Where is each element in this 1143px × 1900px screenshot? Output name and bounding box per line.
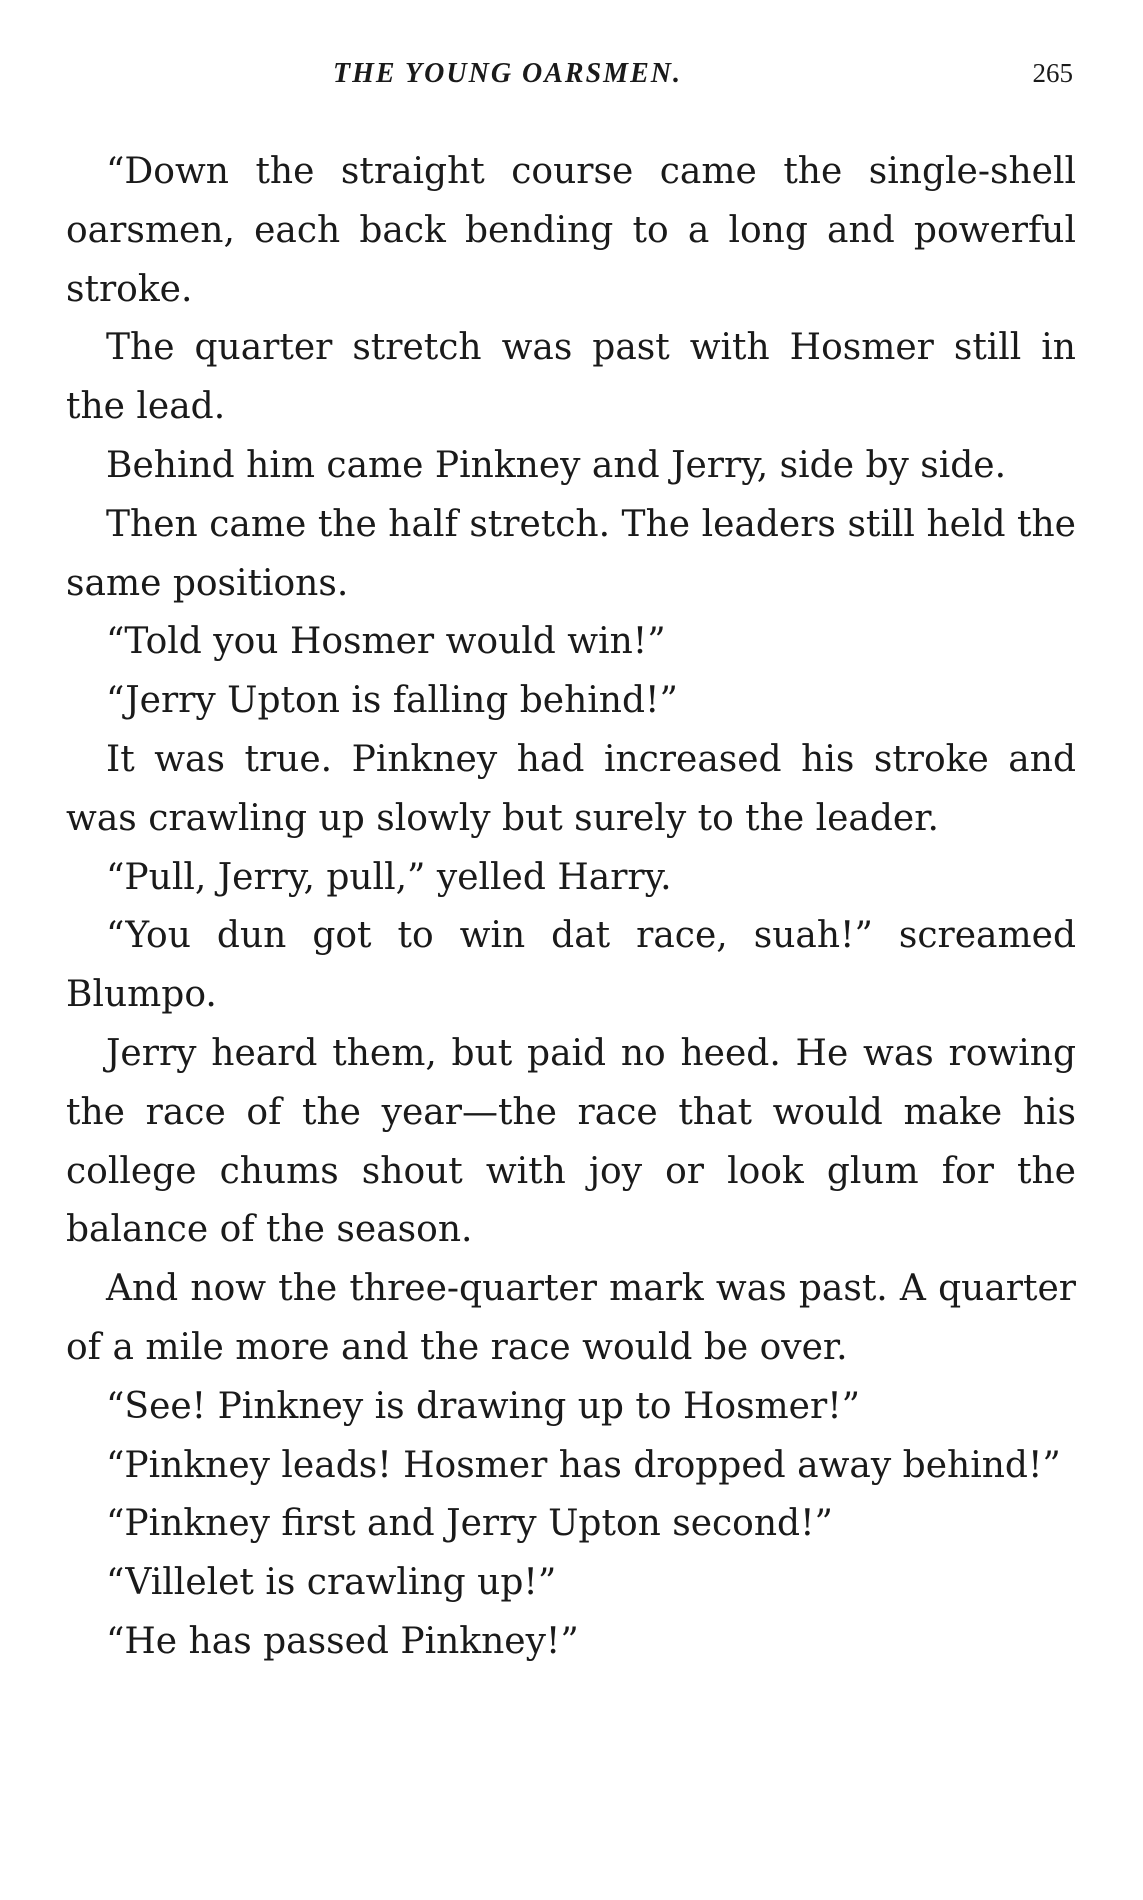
paragraph-11: And now the three-quarter mark was past. A quarter of a mile more and the race would be over. bbox=[66, 1268, 1076, 1368]
paragraph-4: Then came the half stretch. The leaders still held the same positions. bbox=[66, 503, 1076, 604]
paragraph-7: It was true. Pinkney had increased his stroke and was crawling up slowly but surely to the leader. bbox=[66, 738, 1076, 839]
paragraph-10: Jerry heard them, but paid no heed. He was rowing the race of the year—the race that would make his college chums shout with joy or look glum for the balance of the season. bbox=[66, 1032, 1076, 1251]
paragraph-6: “Jerry Upton is falling behind!” bbox=[106, 680, 678, 722]
paragraph-9: “You dun got to win dat race, suah!” screamed Blumpo. bbox=[66, 915, 1076, 1016]
paragraph-14: “Pinkney first and Jerry Upton second!” bbox=[106, 1503, 833, 1545]
paragraph-12: “See! Pinkney is drawing up to Hosmer!” bbox=[106, 1385, 861, 1427]
paragraph-15: “Villelet is crawling up!” bbox=[106, 1562, 557, 1604]
paragraph-1: “Down the straight course came the single-shell oarsmen, each back bending to a long and powerful stroke. bbox=[66, 151, 1076, 310]
page-number: 265 bbox=[1032, 58, 1073, 88]
paragraph-2: The quarter stretch was past with Hosmer still in the lead. bbox=[66, 327, 1076, 428]
running-title: THE YOUNG OARSMEN. bbox=[333, 58, 682, 89]
running-head bbox=[0, 58, 1143, 98]
paragraph-13: “Pinkney leads! Hosmer has dropped away behind!” bbox=[106, 1444, 1061, 1486]
paragraph-8: “Pull, Jerry, pull,” yelled Harry. bbox=[106, 856, 672, 898]
paragraph-3: Behind him came Pinkney and Jerry, side by side. bbox=[106, 444, 1007, 486]
paragraph-16: “He has passed Pinkney!” bbox=[106, 1620, 579, 1662]
paragraph-5: “Told you Hosmer would win!” bbox=[106, 621, 666, 663]
body-text bbox=[66, 143, 1076, 1672]
